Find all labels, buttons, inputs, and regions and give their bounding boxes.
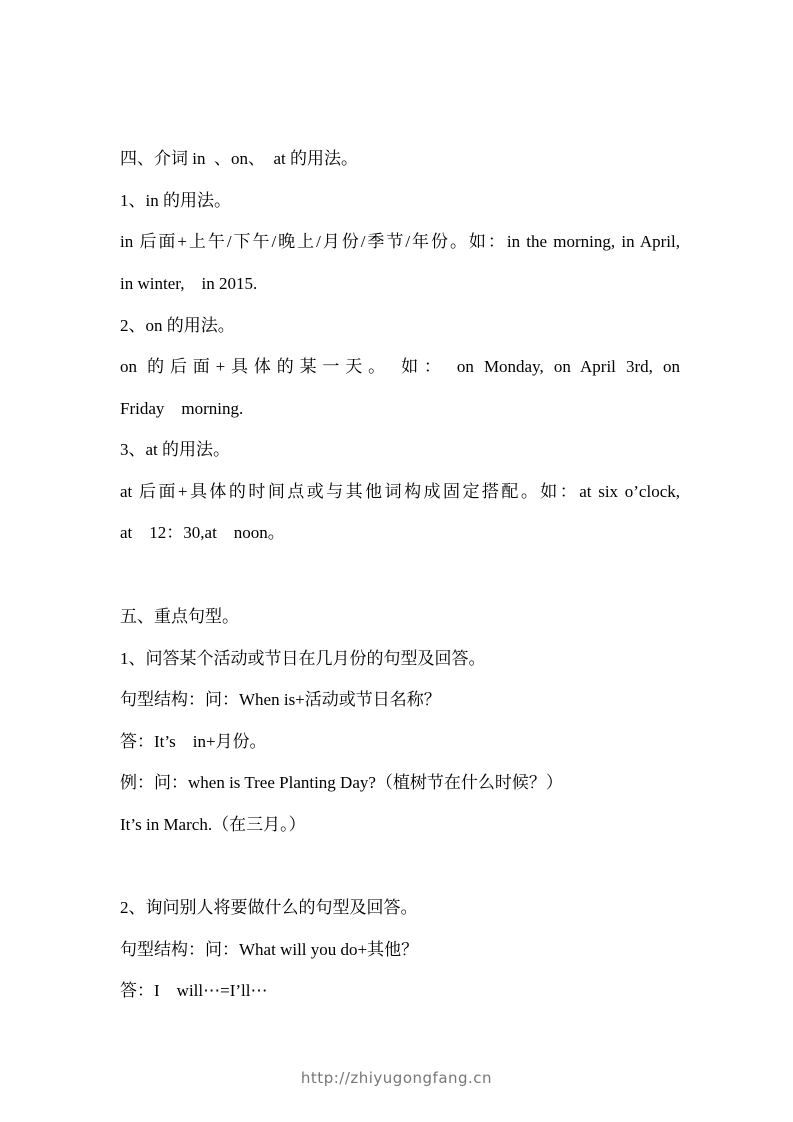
- pattern-1-answer: 答：It’s in+月份。: [120, 732, 267, 751]
- section-4-heading: 四、介词 in 、on、 at 的用法。: [120, 149, 358, 168]
- in-usage-body-line-2: in winter, in 2015.: [120, 274, 258, 293]
- pattern-1-title: 1、问答某个活动或节日在几月份的句型及回答。: [120, 649, 486, 668]
- pattern-2-answer: 答：I will⋯=I’ll⋯: [120, 981, 268, 1000]
- in-usage-title: 1、in 的用法。: [120, 191, 231, 210]
- pattern-1-structure: 句型结构：问：When is+活动或节日名称？: [120, 690, 441, 709]
- on-usage-body-line-2: Friday morning.: [120, 399, 244, 418]
- on-usage-body-line-1: on 的后面+具体的某一天。 如： on Monday, on April 3rd, on: [120, 357, 680, 376]
- pattern-2-title: 2、询问别人将要做什么的句型及回答。: [120, 898, 418, 917]
- pattern-1-example-answer: It’s in March.（在三月。）: [120, 815, 306, 834]
- pattern-2-structure: 句型结构：问：What will you do+其他？: [120, 940, 419, 959]
- at-usage-body-line-2: at 12：30,at noon。: [120, 523, 285, 542]
- footer-url: http://zhiyugongfang.cn: [300, 1069, 493, 1087]
- pattern-1-example-question: 例：问：when is Tree Planting Day?（植树节在什么时候？）: [120, 773, 563, 792]
- at-usage-body-line-1: at 后面+具体的时间点或与其他词构成固定搭配。如：at six o’clock,: [120, 482, 680, 501]
- on-usage-title: 2、on 的用法。: [120, 316, 235, 335]
- section-5-heading: 五、重点句型。: [120, 607, 239, 626]
- at-usage-title: 3、at 的用法。: [120, 440, 231, 459]
- in-usage-body-line-1: in 后面+上午/下午/晚上/月份/季节/年份。如：in the morning, in April,: [120, 232, 680, 251]
